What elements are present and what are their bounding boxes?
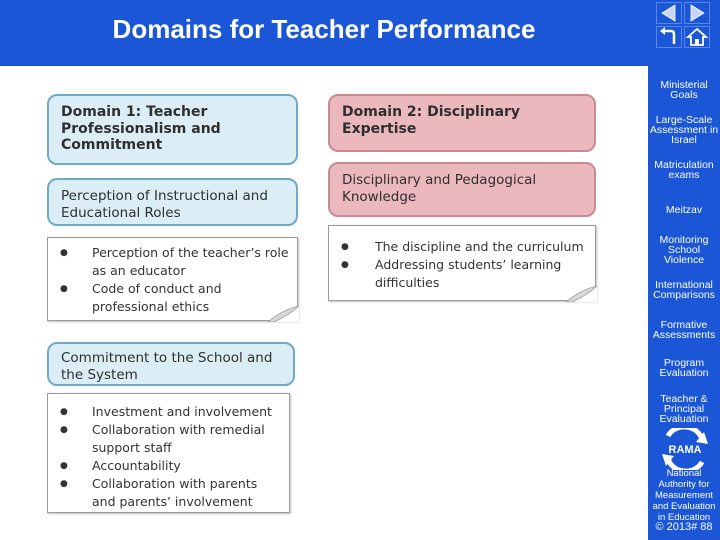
- sidebar-item-matriculation-exams[interactable]: Matriculation exams: [654, 159, 714, 181]
- back-arrow-icon[interactable]: [656, 2, 682, 24]
- page-curl-icon: [566, 286, 597, 302]
- domain2-section1-note: [328, 225, 596, 301]
- domain1-section2-title: Commitment to the School and the System: [61, 350, 273, 383]
- list-item: ● The discipline and the curriculum: [341, 238, 587, 256]
- home-icon[interactable]: [684, 26, 710, 48]
- domain1-section1-box: [47, 178, 298, 226]
- sidebar-item-program-evaluation[interactable]: Program Evaluation: [659, 357, 709, 379]
- domain1-section2-note: [47, 393, 290, 513]
- sidebar-item-formative-assessments[interactable]: Formative Assessments: [652, 319, 716, 341]
- domain1-title-box: [47, 94, 298, 165]
- list-item: ● Code of conduct and professional ethics: [60, 280, 289, 316]
- rama-logo[interactable]: [658, 428, 712, 470]
- domain1-title: Domain 1: Teacher Professionalism and Commitment: [61, 104, 221, 153]
- domain1-section1-note: [47, 237, 298, 321]
- domain1-section2-box: [47, 342, 295, 386]
- rama-logo-text: RAMA: [668, 444, 702, 456]
- sidebar-item-international-comparisons[interactable]: International Comparisons: [653, 279, 715, 301]
- list-item: ● Addressing students’ learning difficulties: [341, 256, 587, 292]
- sidebar-item-ministerial-goals[interactable]: Ministerial Goals: [660, 79, 708, 101]
- sidebar-item-teacher-principal-evaluation[interactable]: Teacher & Principal Evaluation: [659, 393, 709, 425]
- sidebar-item-meitzav[interactable]: Meitzav: [665, 204, 703, 216]
- page-curl-icon: [268, 306, 299, 322]
- domain2-title: Domain 2: Disciplinary Expertise: [342, 104, 521, 137]
- sidebar-item-monitoring-school-violence[interactable]: Monitoring School Violence: [659, 234, 709, 266]
- list-item: ● Collaboration with remedial support staff: [60, 421, 281, 457]
- list-item: ● Perception of the teacher’s role as an educator: [60, 244, 289, 280]
- page-title: Domains for Teacher Performance: [112, 14, 536, 44]
- domain2-section1-box: [328, 162, 596, 217]
- domain2-section1-title: Disciplinary and Pedagogical Knowledge: [342, 172, 537, 205]
- domain1-section1-title: Perception of Instructional and Educational Roles: [61, 188, 268, 221]
- domain2-title-box: [328, 94, 596, 152]
- list-item: ● Accountability: [60, 457, 281, 475]
- list-item: ● Investment and involvement: [60, 403, 281, 421]
- authority-text: National Authority for Measurement and Evaluation in Education: [652, 468, 716, 523]
- forward-arrow-icon[interactable]: [684, 2, 710, 24]
- copyright: © 2013# 88: [655, 521, 713, 533]
- sidebar-item-large-scale-assessment[interactable]: Large-Scale Assessment in Israel: [649, 114, 719, 146]
- list-item: ● Collaboration with parents and parents’ involvement: [60, 475, 281, 511]
- return-icon[interactable]: [656, 26, 682, 48]
